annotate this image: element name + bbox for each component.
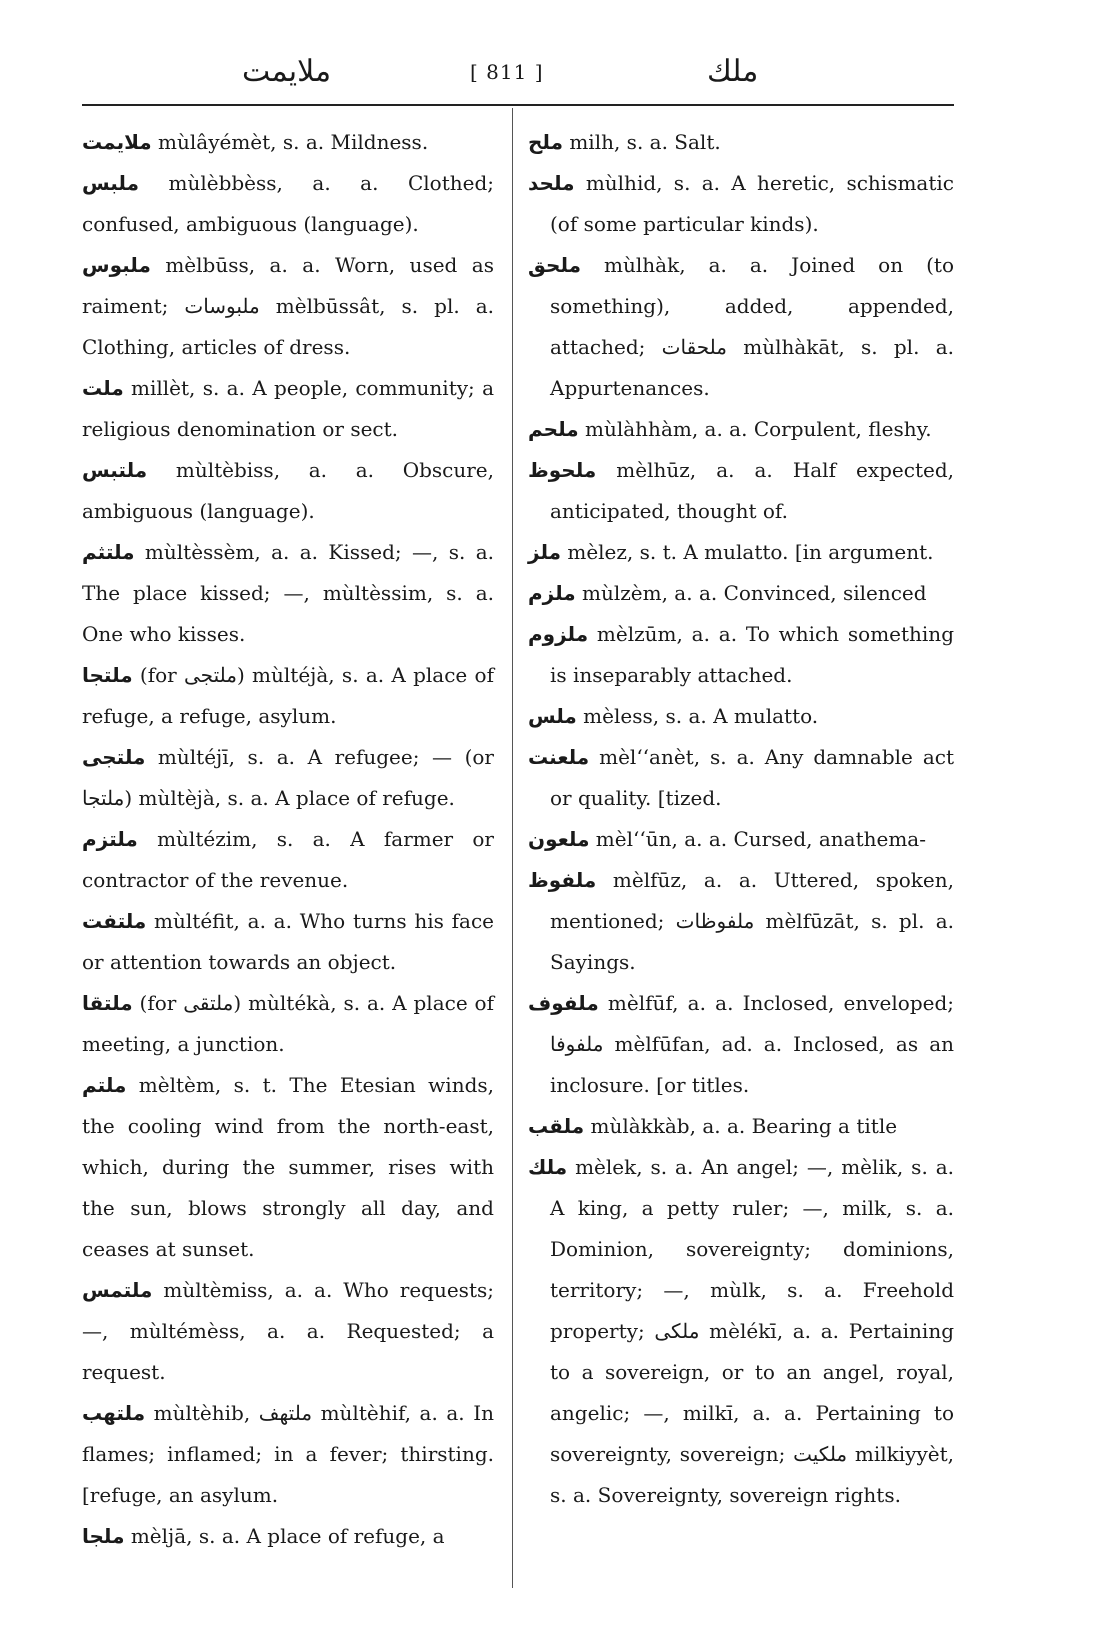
arabic-headword: ملقب (528, 1114, 585, 1138)
arabic-headword: ملتجا (82, 663, 133, 687)
entry-text: mèless, s. a. A mulatto. (576, 704, 819, 728)
dictionary-entry (528, 409, 954, 450)
entry-text: mèljā, s. a. A place of refuge, a (124, 1524, 445, 1548)
arabic-headword: ملبس (82, 171, 139, 195)
arabic-headword: ملحوظ (528, 458, 597, 482)
entry-text: mùltézim, s. a. A farmer or contractor of the revenue. (82, 827, 494, 892)
dictionary-entry (528, 163, 954, 245)
entry-text: mùltèhib, ملتهف mùltèhif, a. a. In flames; inflamed; in a fever; thirsting. [refuge, an asylum. (82, 1401, 494, 1507)
arabic-headword: ملحق (528, 253, 581, 277)
header-rule (82, 104, 954, 106)
arabic-headword: ملتمس (82, 1278, 153, 1302)
entry-text: mèlhūz, a. a. Half expected, anticipated, thought of. (550, 458, 954, 523)
entry-text: millèt, s. a. A people, community; a religious denomination or sect. (82, 376, 494, 441)
arabic-headword: ملفوظ (528, 868, 597, 892)
entry-text: mùltèmiss, a. a. Who requests; —, mùltémèss, a. a. Requested; a request. (82, 1278, 494, 1384)
dictionary-entry (82, 163, 494, 245)
dictionary-entry (82, 450, 494, 532)
entry-text: mùlàkkàb, a. a. Bearing a title (584, 1114, 898, 1138)
entry-text: mèl‘‘anèt, s. a. Any damnable act or quality. [tized. (550, 745, 954, 810)
dictionary-entry (528, 573, 954, 614)
arabic-headword: ملعون (528, 827, 590, 851)
entry-text: mèlfūf, a. a. Inclosed, enveloped; ملفوفا mèlfūfan, ad. a. Inclosed, as an inclosure. [or titles. (550, 991, 954, 1097)
arabic-headword: ملزوم (528, 622, 589, 646)
entry-text: mùlâyémèt, s. a. Mildness. (151, 130, 429, 154)
arabic-headword: ملفوف (528, 991, 599, 1015)
dictionary-entry (82, 532, 494, 655)
dictionary-entry (82, 655, 494, 737)
arabic-headword: ملتقا (82, 991, 133, 1015)
entry-text: mèlek, s. a. An angel; —, mèlik, s. a. A king, a petty ruler; —, milk, s. a. Dominion, sovereignty; dominions, territory; —, mùlk, s. a. Freehold property; ملكى mèlékī, a. a. Pertaining to a sovereign, or to an angel, royal, angelic; —, milkī, a. a. Pertaining to sovereignty, sovereign; ملكيت milkiyyèt, s. a. Sovereignty, sovereign rights. (550, 1155, 954, 1507)
arabic-headword: ملتجى (82, 745, 146, 769)
arabic-headword: ملز (528, 540, 561, 564)
dictionary-entry (528, 532, 954, 573)
entry-text: mùlhid, s. a. A heretic, schismatic (of some particular kinds). (550, 171, 954, 236)
entry-text: mùltèssèm, a. a. Kissed; —, s. a. The place kissed; —, mùltèssim, s. a. One who kisses. (82, 540, 494, 646)
dictionary-entry (528, 614, 954, 696)
dictionary-entry (82, 122, 494, 163)
dictionary-entry (528, 1147, 954, 1516)
dictionary-entry (528, 696, 954, 737)
dictionary-entry (82, 901, 494, 983)
arabic-headword: ملتبس (82, 458, 148, 482)
entry-text: mèl‘‘ūn, a. a. Cursed, anathema- (589, 827, 926, 851)
entry-text: mùlhàk, a. a. Joined on (to something), added, appended, attached; ملحقات mùlhàkāt, s. pl. a. Appurtenances. (550, 253, 954, 400)
dictionary-entry (82, 368, 494, 450)
running-headword-left: ملايمت (242, 54, 332, 89)
column-divider (512, 108, 513, 1588)
arabic-headword: ملح (528, 130, 563, 154)
entry-text: mùltèbiss, a. a. Obscure, ambiguous (language). (82, 458, 494, 523)
right-column (528, 122, 954, 1516)
arabic-headword: ملزم (528, 581, 576, 605)
entry-text: mèlez, s. t. A mulatto. [in argument. (561, 540, 934, 564)
dictionary-entry (82, 245, 494, 368)
dictionary-entry (82, 1516, 494, 1557)
dictionary-entry (82, 1270, 494, 1393)
dictionary-entry (82, 983, 494, 1065)
arabic-headword: ملايمت (82, 130, 152, 154)
dictionary-entry (528, 1106, 954, 1147)
arabic-headword: ملبوس (82, 253, 151, 277)
dictionary-entry (528, 819, 954, 860)
arabic-headword: ملحم (528, 417, 579, 441)
arabic-headword: ملتهب (82, 1401, 146, 1425)
dictionary-entry (528, 860, 954, 983)
dictionary-entry (82, 1393, 494, 1516)
left-column (82, 122, 494, 1557)
entry-text: mùltéfit, a. a. Who turns his face or attention towards an object. (82, 909, 494, 974)
arabic-headword: ملحد (528, 171, 575, 195)
arabic-headword: ملعنت (528, 745, 590, 769)
entry-text: (for ملتقى) mùltékà, s. a. A place of meeting, a junction. (82, 991, 494, 1056)
dictionary-entry (528, 245, 954, 409)
entry-text: milh, s. a. Salt. (562, 130, 721, 154)
dictionary-entry (82, 819, 494, 901)
entry-text: mùlèbbèss, a. a. Clothed; confused, ambiguous (language). (82, 171, 494, 236)
entry-text: (for ملتجى) mùltéjà, s. a. A place of refuge, a refuge, asylum. (82, 663, 494, 728)
dictionary-entry (528, 737, 954, 819)
page-header (82, 54, 954, 98)
arabic-headword: ملس (528, 704, 577, 728)
entry-text: mèlbūss, a. a. Worn, used as raiment; ملبوسات mèlbūssât, s. pl. a. Clothing, articles of dress. (82, 253, 494, 359)
arabic-headword: ملت (82, 376, 124, 400)
arabic-headword: ملتفت (82, 909, 147, 933)
entry-text: mùltéjī, s. a. A refugee; — (or ملتجا) mùltèjà, s. a. A place of refuge. (82, 745, 494, 810)
entry-text: mèlzūm, a. a. To which something is inseparably attached. (550, 622, 954, 687)
dictionary-entry (528, 450, 954, 532)
dictionary-entry (528, 983, 954, 1106)
arabic-headword: ملتثم (82, 540, 135, 564)
arabic-headword: ملك (528, 1155, 568, 1179)
page-number: [ 811 ] (470, 60, 544, 84)
dictionary-entry (528, 122, 954, 163)
entry-text: mèlfūz, a. a. Uttered, spoken, mentioned; ملفوظات mèlfūzāt, s. pl. a. Sayings. (550, 868, 954, 974)
arabic-headword: ملتزم (82, 827, 138, 851)
dictionary-entry (82, 1065, 494, 1270)
dictionary-entry (82, 737, 494, 819)
running-headword-right: ملك (707, 54, 759, 89)
entry-text: mùlzèm, a. a. Convinced, silenced (575, 581, 927, 605)
arabic-headword: ملجا (82, 1524, 125, 1548)
entry-text: mùlàhhàm, a. a. Corpulent, fleshy. (578, 417, 932, 441)
arabic-headword: ملتم (82, 1073, 127, 1097)
entry-text: mèltèm, s. t. The Etesian winds, the cooling wind from the north-east, which, during the summer, rises with the sun, blows strongly all day, and ceases at sunset. (82, 1073, 494, 1261)
